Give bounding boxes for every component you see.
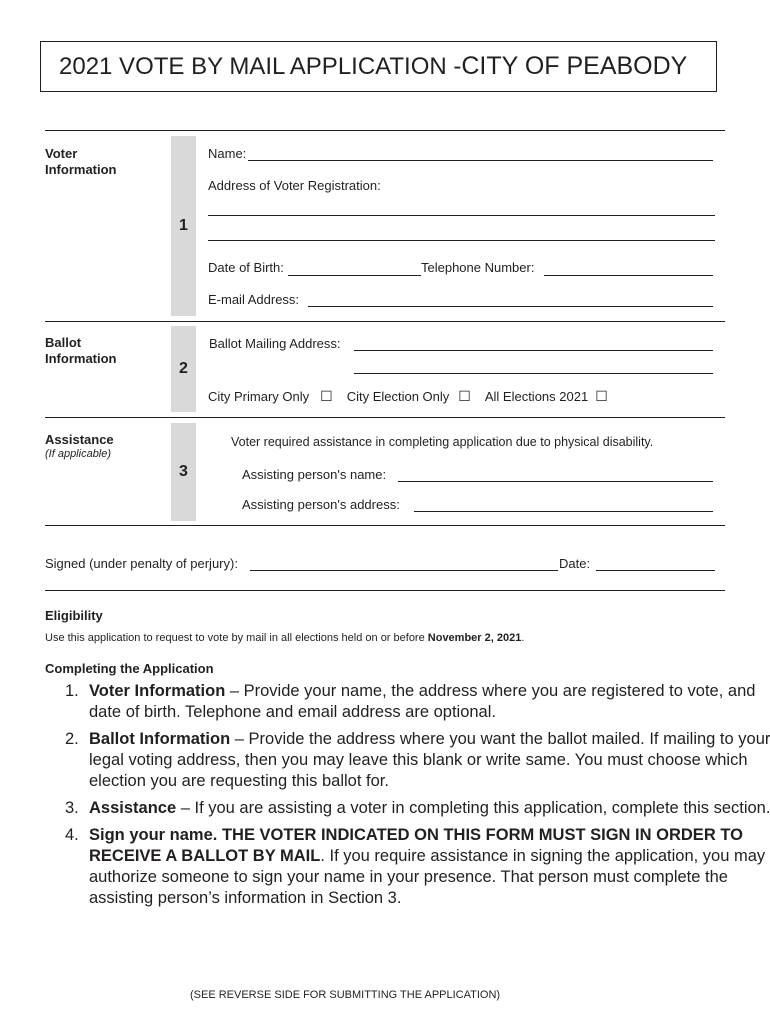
form-title (40, 41, 717, 92)
dob-input[interactable] (288, 275, 421, 276)
address-label: Address of Voter Registration: (208, 178, 381, 193)
eligibility-heading: Eligibility (45, 608, 103, 623)
option-all-elections-label: All Elections 2021 (484, 389, 589, 404)
assistance-statement: Voter required assistance in completing application due to physical disability. (231, 435, 654, 449)
list-item: 4. Sign your name. THE VOTER INDICATED ON THIS FORM MUST SIGN IN ORDER TO RECEIVE A BALLOT BY MAIL. If you require assistance in signing the application, you may authorize someone to sign your name in your presence. That person must complete the assisting person’s information in Section 3. (65, 826, 766, 907)
name-label: Name: (208, 146, 247, 161)
instructions-list (45, 681, 770, 915)
address-line-2[interactable] (208, 240, 715, 241)
completing-heading: Completing the Application (45, 661, 214, 676)
eligibility-text: Use this application to request to vote by mail in all elections held on or before November 2, 2021. (45, 632, 525, 644)
email-label: E-mail Address: (208, 292, 300, 307)
city-primary-checkbox[interactable]: ☐ (320, 388, 333, 404)
divider (45, 590, 725, 591)
email-input[interactable] (308, 306, 713, 307)
list-item: 2. Ballot Information – Provide the address where you want the ballot mailed. If mailing to your legal voting address, then you may leave this blank or write same. You must choose which election you are requesting this ballot for. (65, 730, 770, 790)
date-input[interactable] (596, 570, 715, 571)
list-item: 1. Voter Information – Provide your name, the address where you are registered to vote, and date of birth. Telephone and email address are optional. (65, 682, 756, 721)
assisting-name-label: Assisting person's name: (242, 467, 387, 482)
signature-input[interactable] (250, 570, 558, 571)
section1-label: Voter Information (45, 146, 117, 177)
date-label: Date: (559, 556, 591, 571)
footer-note: (SEE REVERSE SIDE FOR SUBMITTING THE APPLICATION) (190, 989, 501, 1001)
election-options (208, 388, 608, 405)
assisting-address-label: Assisting person's address: (242, 497, 400, 512)
divider (45, 321, 725, 322)
section3-number: 3 (171, 423, 196, 521)
all-elections-checkbox[interactable]: ☐ (595, 388, 608, 404)
option-city-election-label: City Election Only (346, 389, 450, 404)
list-item: 3. Assistance – If you are assisting a voter in completing this application, complete this section. (65, 799, 770, 817)
title-city: CITY OF PEABODY (461, 52, 688, 80)
address-line-1[interactable] (208, 215, 715, 216)
mailing-address-label: Ballot Mailing Address: (209, 336, 341, 351)
option-city-primary-label: City Primary Only (208, 389, 310, 404)
phone-input[interactable] (544, 275, 713, 276)
section2-label: Ballot Information (45, 335, 117, 366)
divider (45, 417, 725, 418)
city-election-checkbox[interactable]: ☐ (458, 388, 471, 404)
divider (45, 130, 725, 131)
dob-label: Date of Birth: (208, 260, 284, 275)
divider (45, 525, 725, 526)
assisting-address-input[interactable] (414, 511, 713, 512)
section1-number: 1 (171, 136, 196, 316)
section3-label: Assistance (If applicable) (45, 432, 114, 460)
assisting-name-input[interactable] (398, 481, 713, 482)
phone-label: Telephone Number: (421, 260, 535, 275)
title-text: 2021 VOTE BY MAIL APPLICATION - (59, 52, 462, 80)
mailing-address-line-1[interactable] (354, 350, 713, 351)
mailing-address-line-2[interactable] (354, 373, 713, 374)
name-input[interactable] (248, 160, 713, 161)
signed-label: Signed (under penalty of perjury): (45, 556, 238, 571)
section2-number: 2 (171, 326, 196, 412)
